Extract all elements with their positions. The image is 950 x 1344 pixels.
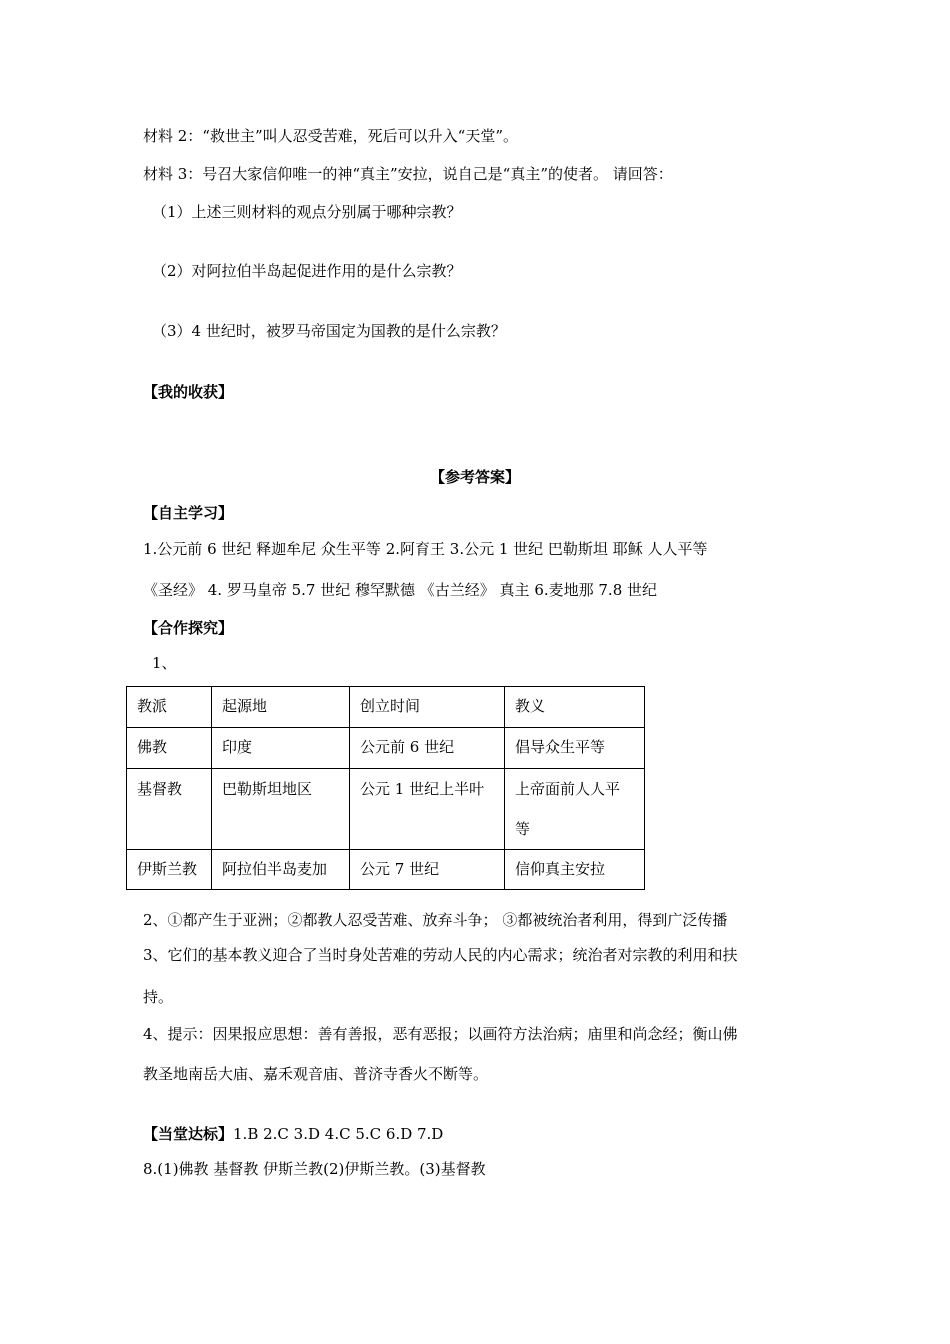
table-cell: 公元 7 世纪 xyxy=(350,850,505,890)
table-header-row xyxy=(127,687,645,728)
self-study-line-2: 《圣经》 4. 罗马皇帝 5.7 世纪 穆罕默德 《古兰经》 真主 6.麦地那 7.8 世纪 xyxy=(143,581,658,599)
table-cell: 倡导众生平等 xyxy=(505,728,645,769)
harvest-heading: 【我的收获】 xyxy=(143,383,234,401)
answers-title: 【参考答案】 xyxy=(429,468,520,486)
item-4-line-2: 教圣地南岳大庙、嘉禾观音庙、普济寺香火不断等。 xyxy=(143,1065,489,1083)
table-cell: 伊斯兰教 xyxy=(127,850,212,890)
table-row xyxy=(127,769,645,850)
table-header-cell: 起源地 xyxy=(212,687,350,728)
table-cell: 印度 xyxy=(212,728,350,769)
self-study-line-1: 1.公元前 6 世纪 释迦牟尼 众生平等 2.阿育王 3.公元 1 世纪 巴勒斯坦 耶稣 人人平等 xyxy=(143,540,708,558)
item-2: 2、①都产生于亚洲；②都教人忍受苦难、放弃斗争； ③都被统治者利用，得到广泛传播 xyxy=(143,911,728,929)
cooperation-heading: 【合作探究】 xyxy=(143,619,234,637)
table-cell: 巴勒斯坦地区 xyxy=(212,769,350,850)
table-header-cell: 教义 xyxy=(505,687,645,728)
religion-table xyxy=(126,686,645,890)
question-1: （1）上述三则材料的观点分别属于哪种宗教？ xyxy=(152,203,462,221)
table-cell: 上帝面前人人平等 xyxy=(505,769,645,850)
table-cell: 公元 1 世纪上半叶 xyxy=(350,769,505,850)
mc-answers: 1.B 2.C 3.D 4.C 5.C 6.D 7.D xyxy=(233,1125,444,1143)
self-study-heading: 【自主学习】 xyxy=(143,504,234,522)
table-header-cell: 教派 xyxy=(127,687,212,728)
item-3-line-1: 3、它们的基本教义迎合了当时身处苦难的劳动人民的内心需求；统治者对宗教的利用和扶 xyxy=(143,946,738,964)
item-4-line-1: 4、提示：因果报应思想：善有善报，恶有恶报；以画符方法治病；庙里和尚念经；衡山佛 xyxy=(143,1025,738,1043)
item-8: 8.(1)佛教 基督教 伊斯兰教(2)伊斯兰教。(3)基督教 xyxy=(143,1160,486,1178)
item-1-label: 1、 xyxy=(152,654,177,672)
question-2: （2）对阿拉伯半岛起促进作用的是什么宗教？ xyxy=(152,262,462,280)
table-header-cell: 创立时间 xyxy=(350,687,505,728)
table-cell: 基督教 xyxy=(127,769,212,850)
in-class-line xyxy=(143,1124,443,1144)
question-3: （3）4 世纪时，被罗马帝国定为国教的是什么宗教？ xyxy=(152,322,506,340)
table-row xyxy=(127,850,645,890)
material-2: 材料 2：“救世主”叫人忍受苦难，死后可以升入“天堂”。 xyxy=(143,127,518,145)
table-cell: 佛教 xyxy=(127,728,212,769)
material-3: 材料 3：号召大家信仰唯一的神“真主”安拉，说自己是“真主”的使者。 请回答： xyxy=(143,165,673,183)
in-class-heading: 【当堂达标】 xyxy=(143,1125,234,1143)
table-cell: 阿拉伯半岛麦加 xyxy=(212,850,350,890)
table-cell: 公元前 6 世纪 xyxy=(350,728,505,769)
item-3-line-2: 持。 xyxy=(143,988,174,1006)
table-row xyxy=(127,728,645,769)
table-cell: 信仰真主安拉 xyxy=(505,850,645,890)
